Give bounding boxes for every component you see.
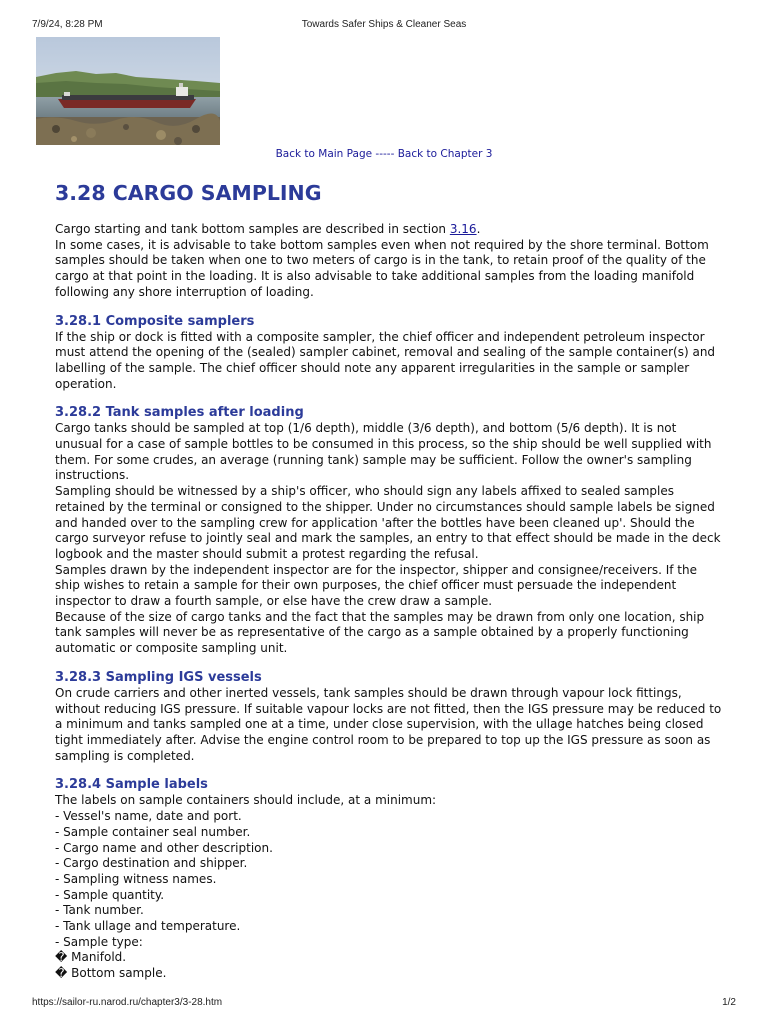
list-item: - Sample type: [55, 934, 143, 949]
list-item: � Manifold. [55, 950, 127, 965]
section-heading-sample-labels: 3.28.4 Sample labels [55, 777, 208, 793]
print-datetime: 7/9/24, 8:28 PM [32, 19, 103, 30]
list-item: � Bottom sample. [55, 966, 167, 981]
article-content [55, 180, 723, 982]
tank-samples-paragraph-2: Sampling should be witnessed by a ship's officer, who should sign any labels affixed to sealed samples retained by the terminal or consigned to the shipper. Under no circumstances should sample labels be signed and handed over to the sampling crew for application 'after the bottles have been cleaned up'. Should the cargo surveyor refuse to jointly seal and mark the samples, an entry to that effect should be made in the deck logbook and the master should submit a protest regarding the refusal. [55, 484, 721, 561]
tank-samples-paragraph-3: Samples drawn by the independent inspector are for the inspector, shipper and consignee/receivers. If the ship wishes to retain a sample for their own purposes, the chief officer must persuade the independent inspector to draw a fourth sample, or else have the crew draw a sample. [55, 562, 697, 609]
tank-samples-paragraph-1: Cargo tanks should be sampled at top (1/6 depth), middle (3/6 depth), and bottom (5/6 depth). It is not unusual for a case of sample bottles to be consumed in this process, so the ship should be well supplied with them. For some crudes, an average (running tank) sample may be sufficient. Follow the owner's sampling instructions. [55, 421, 712, 483]
section-heading-composite-samplers: 3.28.1 Composite samplers [55, 313, 255, 329]
igs-vessels-text: On crude carriers and other inerted vessels, tank samples should be drawn through vapour lock fittings, without reducing IGS pressure. If suitable vapour locks are not fitted, then the IGS pressure may be reduced to a minimum and tanks sampled one at a time, under close supervision, with the ullage hatches being closed tight immediately after. Advise the engine control room to be prepared to top up the IGS pressure as soon as sampling is completed. [55, 685, 722, 763]
list-item: - Cargo name and other description. [55, 840, 273, 855]
chapter-navigation [0, 148, 768, 160]
back-to-main-page-link[interactable]: Back to Main Page [275, 148, 373, 160]
tank-samples-paragraph-4: Because of the size of cargo tanks and the fact that the samples may be drawn from only one location, ship tank samples will never be as representative of the cargo as a sample obtained by a properly functioning automatic or composite sampling unit. [55, 609, 705, 656]
list-item: - Sample quantity. [55, 887, 165, 902]
intro-paragraph-2: In some cases, it is advisable to take bottom samples even when not required by the shore terminal. Bottom samples should be taken when one to two meters of cargo is in the tank, to retain proof of the quality of the cargo at that point in the loading. It is also advisable to take additional samples from the loading manifold following any shore interruption of loading. [55, 237, 709, 299]
list-item: - Vessel's name, date and port. [55, 809, 242, 824]
list-item: - Sample container seal number. [55, 824, 251, 839]
intro-paragraph: Cargo starting and tank bottom samples are described in section 3.16. [55, 222, 481, 236]
print-url: https://sailor-ru.narod.ru/chapter3/3-28.htm [32, 997, 223, 1008]
print-page-number: 1/2 [722, 997, 736, 1008]
section-heading-tank-samples: 3.28.2 Tank samples after loading [55, 405, 304, 421]
list-item: - Sampling witness names. [55, 871, 217, 886]
list-item: - Tank number. [55, 903, 144, 918]
back-to-chapter-link[interactable]: Back to Chapter 3 [397, 148, 493, 160]
nav-separator: ----- [372, 148, 398, 160]
print-page-title: Towards Safer Ships & Cleaner Seas [301, 19, 467, 30]
sample-labels-intro: The labels on sample containers should include, at a minimum: [55, 793, 437, 808]
page-title: 3.28 CARGO SAMPLING [55, 181, 322, 205]
list-item: - Tank ullage and temperature. [55, 919, 241, 934]
tanker-ship-photo [36, 37, 220, 145]
section-heading-igs-vessels: 3.28.3 Sampling IGS vessels [55, 669, 262, 685]
list-item: - Cargo destination and shipper. [55, 856, 248, 871]
composite-samplers-text: If the ship or dock is fitted with a composite sampler, the chief officer and independent petroleum inspector must attend the opening of the (sealed) sampler cabinet, removal and sealing of the sample container(s) and labelling of the sample. The chief officer should note any apparent irregularities in the sample or sampler operation. [55, 329, 716, 391]
section-3-16-link[interactable]: 3.16 [449, 222, 477, 236]
